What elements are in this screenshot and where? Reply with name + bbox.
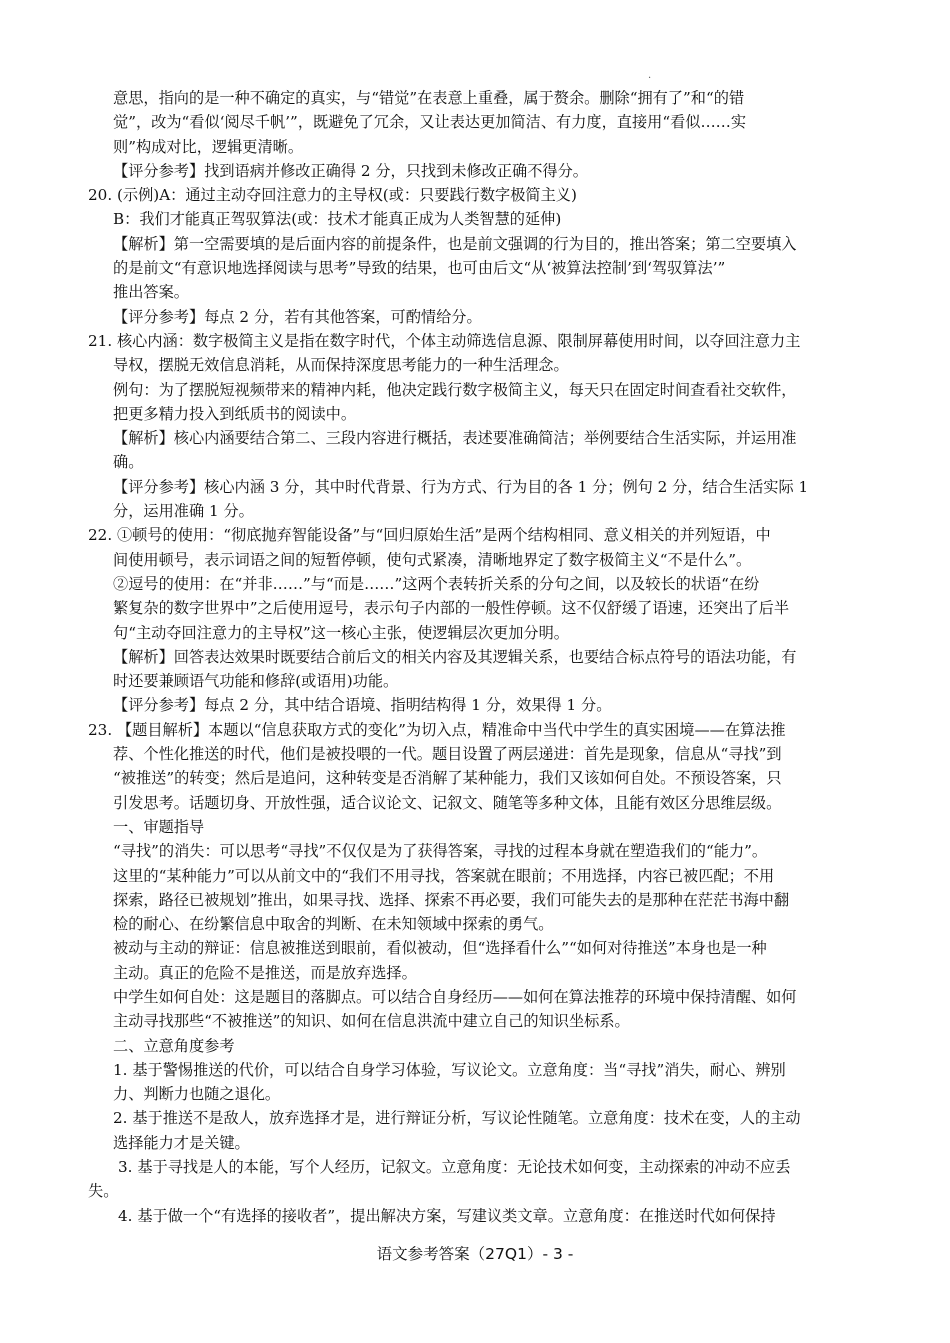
page-top-mark: . (648, 70, 652, 81)
text-line: 主动寻找那些“不被推送”的知识、如何在信息洪流中建立自己的知识坐标系。 (113, 1012, 630, 1031)
text-line: ②逗号的使用：在“并非……”与“而是……”这两个表转折关系的分句之间，以及较长的状语“在纷 (113, 574, 760, 593)
text-line: “寻找”的消失：可以思考“寻找”不仅仅是为了获得答案，寻找的过程本身就在塑造我们的“能力”。 (113, 842, 768, 861)
text-line: 间使用顿号，表示词语之间的短暂停顿，使句式紧凑，清晰地界定了数字极简主义“不是什么”。 (113, 550, 752, 569)
text-line: 探索，路径已被规划”推出，如果寻找、选择、探索不再必要，我们可能失去的是那种在茫茫书海中翻 (113, 890, 790, 909)
text-line: 【评分参考】每点 2 分，若有其他答案，可酌情给分。 (113, 307, 482, 326)
text-line: 【解析】回答表达效果时既要结合前后文的相关内容及其逻辑关系，也要结合标点符号的语法功能，有 (113, 647, 797, 666)
text-line: 荐、个性化推送的时代，他们是被投喂的一代。题目设置了两层递进：首先是现象，信息从“寻找”到 (113, 745, 782, 764)
text-line: 22. ①顿号的使用：“彻底抛弃智能设备”与“回归原始生活”是两个结构相同、意义相关的并列短语，中 (88, 526, 771, 545)
text-line: 主动。真正的危险不是推送，而是放弃选择。 (113, 963, 417, 982)
text-line: 二、立意角度参考 (113, 1036, 235, 1055)
text-line: 4. 基于做一个“有选择的接收者”，提出解决方案，写建议类文章。立意角度：在推送时代如何保持 (118, 1206, 776, 1225)
text-line: B：我们才能真正驾驭算法(或：技术才能真正成为人类智慧的延伸) (113, 210, 562, 229)
text-line: 导权，摆脱无效信息消耗，从而保持深度思考能力的一种生活理念。 (113, 356, 569, 375)
text-line: 例句：为了摆脱短视频带来的精神内耗，他决定践行数字极简主义，每天只在固定时间查看社交软件， (113, 380, 797, 399)
text-line: 中学生如何自处：这是题目的落脚点。可以结合自身经历——如何在算法推荐的环境中保持清醒、如何 (113, 987, 797, 1006)
text-line: 引发思考。话题切身、开放性强，适合议论文、记叙文、随笔等多种文体，且能有效区分思维层级。 (113, 793, 782, 812)
text-line: 分，运用准确 1 分。 (113, 502, 254, 521)
text-line: 【解析】第一空需要填的是后面内容的前提条件，也是前文强调的行为目的，推出答案；第二空要填入 (113, 234, 797, 253)
text-line: 选择能力才是关键。 (113, 1133, 250, 1152)
text-line: 时还要兼顾语气功能和修辞(或语用)功能。 (113, 672, 399, 691)
text-line: 失。 (88, 1182, 119, 1201)
text-line: 被动与主动的辩证：信息被推送到眼前，看似被动，但“选择看什么”“如何对待推送”本身也是一种 (113, 939, 767, 958)
text-line: 觉”，改为“看似‘阅尽千帆’”，既避免了冗余，又让表达更加简洁、有力度，直接用“看似……实 (113, 113, 747, 132)
text-line: “被推送”的转变；然后是追问，这种转变是否消解了某种能力，我们又该如何自处。不预设答案，只 (113, 769, 782, 788)
text-line: 20. (示例)A：通过主动夺回注意力的主导权(或：只要践行数字极简主义) (88, 186, 577, 205)
text-line: 繁复杂的数字世界中”之后使用逗号，表示句子内部的一般性停顿。这不仅舒缓了语速，还突出了后半 (113, 599, 790, 618)
text-line: 【评分参考】核心内涵 3 分，其中时代背景、行为方式、行为目的各 1 分；例句 2 分，结合生活实际 1 (113, 477, 809, 496)
answer-key-body (88, 86, 864, 1228)
text-line: 1. 基于警惕推送的代价，可以结合自身学习体验，写议论文。立意角度：当“寻找”消失，耐心、辨别 (113, 1060, 786, 1079)
text-line: 则”构成对比，逻辑更清晰。 (113, 137, 304, 156)
text-line: 的是前文“有意识地选择阅读与思考”导致的结果，也可由后文“从‘被算法控制’到‘驾驭算法’” (113, 259, 726, 278)
text-line: 这里的“某种能力”可以从前文中的“我们不用寻找，答案就在眼前；不用选择，内容已被匹配；不用 (113, 866, 775, 885)
text-line: 3. 基于寻找是人的本能，写个人经历，记叙文。立意角度：无论技术如何变，主动探索的冲动不应丢 (118, 1158, 791, 1177)
text-line: 【解析】核心内涵要结合第二、三段内容进行概括，表述要准确简洁；举例要结合生活实际，并运用准 (113, 429, 797, 448)
text-line: 21. 核心内涵：数字极简主义是指在数字时代，个体主动筛选信息源、限制屏幕使用时间，以夺回注意力主 (88, 331, 801, 350)
text-line: 把更多精力投入到纸质书的阅读中。 (113, 404, 356, 423)
text-line: 检的耐心、在纷繁信息中取舍的判断、在未知领域中探索的勇气。 (113, 915, 554, 934)
text-line: 句“主动夺回注意力的主导权”这一核心主张，使逻辑层次更加分明。 (113, 623, 569, 642)
text-line: 力、判断力也随之退化。 (113, 1085, 281, 1104)
text-line: 【评分参考】找到语病并修改正确得 2 分，只找到未修改正确不得分。 (113, 161, 588, 180)
text-line: 推出答案。 (113, 283, 189, 302)
text-line: 2. 基于推送不是敌人，放弃选择才是，进行辩证分析，写议论性随笔。立意角度：技术在变，人的主动 (113, 1109, 801, 1128)
text-line: 【评分参考】每点 2 分，其中结合语境、指明结构得 1 分，效果得 1 分。 (113, 696, 612, 715)
text-line: 23. 【题目解析】本题以“信息获取方式的变化”为切入点，精准命中当代中学生的真实困境——在算法推 (88, 720, 786, 739)
page-footer: 语文参考答案（27Q1）- 3 - (376, 1245, 574, 1263)
text-line: 意思，指向的是一种不确定的真实，与“错觉”在表意上重叠，属于赘余。删除“拥有了”和“的错 (113, 89, 745, 107)
text-line: 一、审题指导 (113, 817, 205, 836)
text-line: 确。 (113, 453, 144, 472)
